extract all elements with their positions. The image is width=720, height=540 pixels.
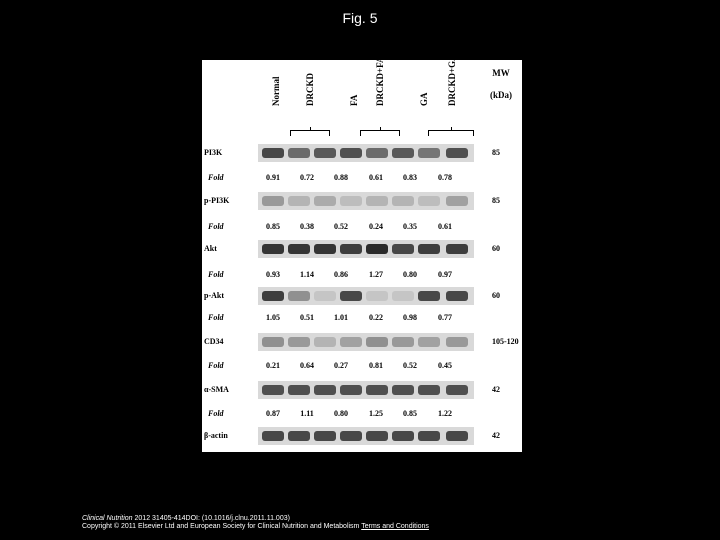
blot-band-strip [258,427,474,445]
blot-band-strip [258,333,474,351]
blot-band [288,431,310,441]
citation-journal: Clinical Nutrition [82,515,133,522]
fold-value: 0.97 [438,270,452,279]
blot-band [392,148,414,158]
blot-band [446,291,468,301]
protein-label: p-Akt [204,291,225,300]
blot-band [340,244,362,254]
blot-band [446,196,468,206]
blot-band-strip [258,192,474,210]
fold-value: 0.80 [403,270,417,279]
fold-value: 0.21 [266,361,280,370]
blot-band [314,244,336,254]
blot-band [392,337,414,347]
figure-title: Fig. 5 [342,10,378,26]
mw-unit-header: (kDa) [490,90,512,100]
fold-value: 0.64 [300,361,314,370]
blot-band [392,291,414,301]
blot-band [314,291,336,301]
column-label-text: DRCKD+GA [447,54,457,106]
blot-band [340,431,362,441]
blot-band [392,196,414,206]
molecular-weight: 42 [492,385,500,394]
blot-band [262,244,284,254]
fold-value: 1.14 [300,270,314,279]
blot-band [262,291,284,301]
terms-link[interactable]: Terms and Conditions [361,523,429,530]
fold-value: 0.80 [334,409,348,418]
group-brace-drckd-ga [428,130,474,139]
molecular-weight: 60 [492,244,500,253]
blot-band [288,337,310,347]
blot-band [418,337,440,347]
fold-label: Fold [208,270,224,279]
blot-band [418,196,440,206]
column-label [342,64,359,116]
fold-value: 0.77 [438,313,452,322]
citation-copyright: Copyright © 2011 Elsevier Ltd and European Society for Clinical Nutrition and Metabolism [82,523,360,530]
blot-band [366,385,388,395]
fold-value: 0.61 [438,222,452,231]
blot-band [392,431,414,441]
blot-band [366,291,388,301]
blot-band [262,385,284,395]
fold-value: 0.52 [403,361,417,370]
western-blot-panel [202,54,522,452]
blot-band [446,337,468,347]
fold-label: Fold [208,409,224,418]
citation-text: 2012 31405-414DOI: (10.1016/j.clnu.2011.11.003) [132,515,290,522]
fold-value: 0.27 [334,361,348,370]
fold-value: 1.22 [438,409,452,418]
blot-band-strip [258,144,474,162]
protein-label: PI3K [204,148,223,157]
fold-value: 1.25 [369,409,383,418]
blot-band [288,196,310,206]
blot-band [262,196,284,206]
blot-band [340,148,362,158]
fold-value: 0.24 [369,222,383,231]
blot-band-strip [258,240,474,258]
fold-value: 0.98 [403,313,417,322]
blot-band [392,244,414,254]
fold-value: 0.86 [334,270,348,279]
blot-band [366,196,388,206]
column-label [298,64,315,116]
blot-band [314,148,336,158]
blot-band [340,337,362,347]
group-brace-drckd [290,130,330,139]
blot-band [288,291,310,301]
blot-band-strip [258,287,474,305]
blot-band [262,337,284,347]
fold-value: 0.93 [266,270,280,279]
blot-band [418,291,440,301]
fold-value: 0.83 [403,173,417,182]
blot-band [366,337,388,347]
blot-band-strip [258,381,474,399]
fold-value: 0.22 [369,313,383,322]
fold-value: 0.51 [300,313,314,322]
molecular-weight: 85 [492,196,500,205]
fold-value: 0.38 [300,222,314,231]
molecular-weight: 105-120 [492,337,519,346]
fold-label: Fold [208,173,224,182]
protein-label: β-actin [204,431,228,440]
fold-value: 0.91 [266,173,280,182]
protein-label: p-PI3K [204,196,230,205]
column-label [368,56,385,116]
blot-band [340,291,362,301]
blot-band [314,385,336,395]
fold-value: 1.05 [266,313,280,322]
fold-value: 0.88 [334,173,348,182]
blot-band [314,431,336,441]
blot-band [446,385,468,395]
blot-band [392,385,414,395]
mw-header: MW [492,68,510,78]
fold-value: 0.81 [369,361,383,370]
blot-band [366,244,388,254]
fold-label: Fold [208,222,224,231]
blot-band [418,244,440,254]
fold-value: 0.72 [300,173,314,182]
blot-band [340,196,362,206]
blot-band [262,431,284,441]
blot-band [418,385,440,395]
column-label-text: Normal [271,76,281,106]
blot-band [446,148,468,158]
blot-band [446,244,468,254]
blot-band [446,431,468,441]
fold-value: 0.61 [369,173,383,182]
fold-value: 0.52 [334,222,348,231]
fold-label: Fold [208,361,224,370]
column-label-text: DRCKD [305,73,315,106]
blot-band [288,148,310,158]
blot-band [418,148,440,158]
blot-band [288,385,310,395]
citation [82,515,642,531]
fold-value: 0.78 [438,173,452,182]
blot-band [340,385,362,395]
fold-value: 1.01 [334,313,348,322]
group-brace-drckd-fa [360,130,400,139]
column-label [264,64,281,116]
protein-label: Akt [204,244,217,253]
molecular-weight: 42 [492,431,500,440]
fold-value: 0.45 [438,361,452,370]
fold-value: 0.85 [403,409,417,418]
blot-band [314,337,336,347]
column-label-text: FA [349,94,359,106]
column-label [440,54,457,116]
column-label [412,64,429,116]
column-label-text: GA [419,92,429,106]
fold-label: Fold [208,313,224,322]
protein-label: CD34 [204,337,224,346]
fold-value: 1.11 [300,409,314,418]
molecular-weight: 85 [492,148,500,157]
protein-label: α-SMA [204,385,229,394]
blot-band [418,431,440,441]
column-label-text: DRCKD+FA [375,56,385,106]
blot-band [314,196,336,206]
blot-band [366,148,388,158]
fold-value: 1.27 [369,270,383,279]
fold-value: 0.85 [266,222,280,231]
molecular-weight: 60 [492,291,500,300]
blot-band [366,431,388,441]
fold-value: 0.87 [266,409,280,418]
fold-value: 0.35 [403,222,417,231]
blot-band [262,148,284,158]
blot-band [288,244,310,254]
